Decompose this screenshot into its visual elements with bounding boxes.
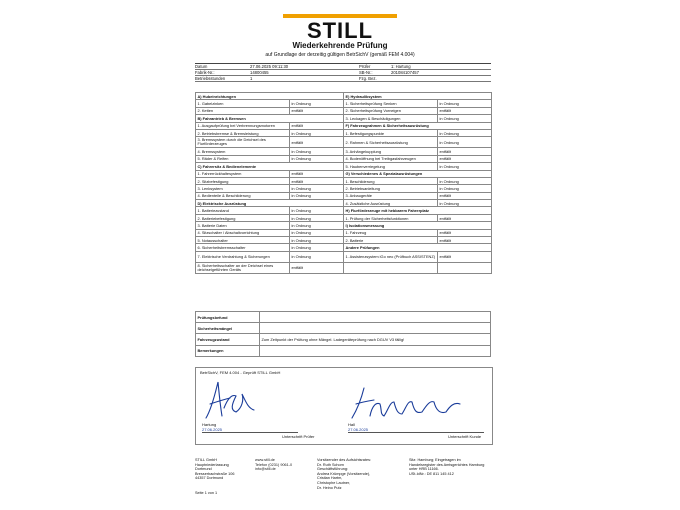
left-check-status: in Ordnung: [290, 148, 344, 155]
checklist-row: [196, 251, 492, 262]
right-check-status: in Ordnung: [438, 115, 492, 122]
left-check-status: in Ordnung: [290, 244, 344, 251]
checklist-row: [196, 262, 492, 273]
left-check-status: entfällt: [290, 262, 344, 273]
left-check-item: 1. Fahrerrückhaltesystem: [196, 170, 290, 177]
left-check-status: in Ordnung: [290, 251, 344, 262]
left-check-status: in Ordnung: [290, 129, 344, 136]
page-number: Seite 1 von 1: [195, 491, 218, 495]
footer-line: Dr. Ruth Schorn: [317, 462, 345, 467]
footer-line: Dortmund: [195, 467, 212, 472]
right-check-item: 2. Rahmen & Sicherheitsausrüstung: [344, 137, 438, 148]
footer-line: unter HRB 11166.: [409, 467, 439, 472]
left-check-item: 7. Elektrische Verdrahtung & Sicherungen: [196, 251, 290, 262]
customer-date: 27.06.2025: [348, 427, 369, 432]
right-check-status: in Ordnung: [438, 177, 492, 184]
empty-cell: [438, 262, 492, 273]
checklist-row: [196, 163, 492, 170]
inspection-checklist: [195, 92, 492, 274]
right-check-status: entfällt: [438, 148, 492, 155]
footer-line: STILL GmbH: [195, 458, 218, 462]
left-check-status: in Ordnung: [290, 100, 344, 107]
right-section-header: Andere Prüfungen: [344, 244, 492, 251]
meta-value: 1: [250, 76, 253, 82]
inspector-sign-label: Unterschrift Prüfer: [282, 434, 315, 439]
right-check-status: in Ordnung: [438, 129, 492, 136]
left-check-status: in Ordnung: [290, 185, 344, 192]
left-check-status: in Ordnung: [290, 229, 344, 236]
left-check-status: entfällt: [290, 177, 344, 184]
checklist-row: [196, 170, 492, 177]
left-check-item: 8. Sicherheitsschalter an der Deichsel eines deichselgeführten Geräts: [196, 262, 290, 273]
left-check-status: entfällt: [290, 122, 344, 129]
left-section-header: C) Fahrersitz & Bedienelemente: [196, 163, 344, 170]
right-check-item: 1. Befestigungspunkte: [344, 129, 438, 136]
right-check-item: 3. Leckagen & Beschädigungen: [344, 115, 438, 122]
meta-label: Fzg. Bez.: [359, 76, 377, 82]
inspector-sign-line: [202, 432, 298, 433]
checklist-row: [196, 107, 492, 114]
left-check-status: in Ordnung: [290, 207, 344, 214]
right-check-status: entfällt: [438, 107, 492, 114]
result-row: [196, 323, 491, 334]
customer-sign-label: Unterschrift Kunde: [448, 434, 482, 439]
checklist-row: [196, 115, 492, 122]
right-check-item: 1. Fahrzeug: [344, 229, 438, 236]
left-check-item: 4. Sitzschalter / Abschaltvorrichtung: [196, 229, 290, 236]
meta-label: Fabrik-Nr.:: [195, 70, 215, 76]
checklist-row: [196, 93, 492, 100]
left-check-item: 1. Batteriezustand: [196, 207, 290, 214]
checklist-row: [196, 129, 492, 136]
left-check-status: in Ordnung: [290, 237, 344, 244]
footer-line: Geschäftsführung:: [317, 467, 349, 472]
result-row: [196, 334, 491, 345]
meta-label: SB-Nr.:: [359, 70, 373, 76]
left-check-status: in Ordnung: [290, 222, 344, 229]
result-label: Sicherheitsmängel: [196, 323, 260, 334]
result-row: [196, 345, 491, 356]
checklist-row: [196, 222, 492, 229]
meta-value: 201084107457: [391, 70, 419, 76]
left-check-item: 3. Lenksystem: [196, 185, 290, 192]
footer-line: Cristian Hartm,: [317, 476, 343, 481]
inspector-name: Hartung: [202, 422, 217, 427]
checklist-row: [196, 185, 492, 192]
empty-cell: [344, 262, 438, 273]
checklist-row: [196, 177, 492, 184]
logo-text: STILL: [306, 18, 374, 40]
checklist-row: [196, 148, 492, 155]
right-section-header: G) Verschiedenes & Spezialausrüstungen: [344, 170, 492, 177]
right-check-status: in Ordnung: [438, 100, 492, 107]
footer-line: info@still.de: [255, 467, 276, 472]
footer-line: Vorsitzender des Aufsichtsrates:: [317, 458, 372, 462]
right-check-item: 1. Sicherheitsprüfung Senken: [344, 100, 438, 107]
right-section-header: F) Fahrzeugrahmen & Sicherheitsausrüstung: [344, 122, 492, 129]
inspector-signature: [202, 378, 262, 422]
left-check-item: 1. Ausgaufprüfung bei Verbrennungsmotoren: [196, 122, 290, 129]
right-check-item: 2. Batterie: [344, 237, 438, 244]
left-check-item: 1. Gabelzinken: [196, 100, 290, 107]
document-page: [163, 0, 517, 510]
checklist-row: [196, 200, 492, 207]
right-check-status: entfällt: [438, 192, 492, 199]
left-check-item: 2. Sitzbefestigung: [196, 177, 290, 184]
meta-value: 14800455: [250, 70, 269, 76]
right-section-header: I) Isolationsmessung: [344, 222, 492, 229]
checklist-row: [196, 237, 492, 244]
checklist-row: [196, 155, 492, 162]
right-check-status: entfällt: [438, 214, 492, 221]
result-value: [260, 323, 491, 334]
footer-contact: [255, 458, 292, 472]
left-check-item: 6. Sicherheitsbremsschalter: [196, 244, 290, 251]
signature-caption: BetrSichV, FEM 4.004 - Geprüft STILL GmbH: [200, 370, 281, 375]
checklist-row: [196, 244, 492, 251]
meta-value: 1: Hartung: [391, 64, 411, 69]
footer-line: Andrea Krümpge (Vorsitzende),: [317, 471, 371, 476]
right-section-header: E) Hydrauliksystem: [344, 93, 492, 100]
left-section-header: A) Hubeinrichtungen: [196, 93, 344, 100]
footer-registry: [409, 458, 484, 476]
left-check-item: 3. Bremssystem durch die Deichsel des Flurförderzeuges: [196, 137, 290, 148]
right-check-status: in Ordnung: [438, 163, 492, 170]
left-check-item: 5. Räder & Reifen: [196, 155, 290, 162]
right-check-item: 5. Haubenverriegelung: [344, 163, 438, 170]
right-check-item: 3. Anbaugeräte: [344, 192, 438, 199]
meta-block: [195, 63, 491, 82]
footer-company: [195, 458, 234, 481]
footer-line: Christophe Lautner,: [317, 480, 351, 485]
left-section-header: D) Elektrische Ausrüstung: [196, 200, 344, 207]
left-check-item: 2. Ketten: [196, 107, 290, 114]
right-check-item: 1. Assistenzsystem iGo neo (Prüfbuch ASSISTENZ): [344, 251, 438, 262]
right-check-item: 2. Betriebsanleitung: [344, 185, 438, 192]
result-row: [196, 312, 491, 323]
footer-line: www.still.de: [255, 458, 275, 462]
checklist-row: [196, 214, 492, 221]
footer-line: 44357 Dortmund: [195, 476, 224, 481]
left-check-item: 3. Batterie Daten: [196, 222, 290, 229]
left-check-item: 4. Bremssystem: [196, 148, 290, 155]
left-section-header: B) Fahrantrieb & Bremsen: [196, 115, 344, 122]
right-check-status: entfällt: [438, 237, 492, 244]
right-check-item: 4. Bodenöffnung bei Treibgasfahrzeugen: [344, 155, 438, 162]
result-label: Bemerkungen: [196, 345, 260, 356]
left-check-status: in Ordnung: [290, 155, 344, 162]
signature-block: [195, 367, 493, 445]
footer-line: Hauptniederlassung: [195, 462, 229, 467]
meta-label: Prüfer: [359, 64, 371, 69]
left-check-item: 2. Betriebsbremse & Bremsleistung: [196, 129, 290, 136]
customer-sign-line: [348, 432, 484, 433]
inspector-date: 27.06.2025: [202, 427, 223, 432]
checklist-row: [196, 192, 492, 199]
result-value: [260, 312, 491, 323]
right-check-status: entfällt: [438, 229, 492, 236]
right-check-item: 2. Sicherheitsprüfung Vorneigen: [344, 107, 438, 114]
checklist-row: [196, 122, 492, 129]
right-check-status: in Ordnung: [438, 137, 492, 148]
left-check-status: in Ordnung: [290, 192, 344, 199]
right-check-status: in Ordnung: [438, 200, 492, 207]
customer-name: Hall: [348, 422, 355, 427]
footer-line: Sitz: Hamburg; Eingetragen im: [409, 458, 461, 462]
right-check-item: 4. Zusätzliche Ausrüstung: [344, 200, 438, 207]
left-check-item: 2. Batteriebefestigung: [196, 214, 290, 221]
right-check-status: in Ordnung: [438, 185, 492, 192]
left-check-item: 5. Notausschalter: [196, 237, 290, 244]
right-check-status: entfällt: [438, 155, 492, 162]
footer-line: USt-IdNr.: DE 811 145 412: [409, 471, 454, 476]
footer-line: Bresserbachstraße 106: [195, 471, 235, 476]
footer-management: [317, 458, 371, 490]
still-logo: [283, 14, 397, 40]
meta-value: 27.06.2025 09:11:30: [250, 64, 289, 69]
left-check-status: in Ordnung: [290, 214, 344, 221]
checklist-row: [196, 137, 492, 148]
footer-line: Telefon (0231) 9061-0: [255, 462, 293, 467]
right-check-item: 1. Beschilderung: [344, 177, 438, 184]
customer-signature: [346, 382, 466, 422]
left-check-status: entfällt: [290, 107, 344, 114]
right-check-item: 3. Anhängekupplung: [344, 148, 438, 155]
document-title: Wiederkehrende Prüfung: [292, 41, 388, 50]
left-check-status: entfällt: [290, 137, 344, 148]
checklist-row: [196, 207, 492, 214]
left-check-item: 4. Bedienteile & Beschilderung: [196, 192, 290, 199]
footer-line: Dr. Heino Putz: [317, 485, 342, 490]
result-value: Zum Zeitpunkt der Prüfung ohne Mängel. Ladegeräteprüfung nach DGUV V3 fällig!: [260, 334, 491, 345]
document-subtitle: auf Grundlage der derzeitig gültigen BetrSichV (gemäß FEM 4.004): [265, 52, 415, 58]
result-label: Prüfungsbefund: [196, 312, 260, 323]
footer-line: Handelsregister des Amtsgerichtes Hamburg: [409, 462, 485, 467]
meta-label: Betriebsstunden: [195, 76, 226, 82]
result-value: [260, 345, 491, 356]
meta-row: [195, 76, 491, 82]
right-section-header: H) Flurförderzeuge mit hebbarem Fahrerplatz: [344, 207, 492, 214]
left-check-status: entfällt: [290, 170, 344, 177]
right-check-status: entfällt: [438, 251, 492, 262]
checklist-row: [196, 229, 492, 236]
meta-label: Datum: [195, 64, 208, 69]
checklist-row: [196, 100, 492, 107]
results-table: [195, 311, 491, 357]
result-label: Fahrzeugzustand: [196, 334, 260, 345]
right-check-item: 1. Prüfung der Sicherheitsfunktionen: [344, 214, 438, 221]
